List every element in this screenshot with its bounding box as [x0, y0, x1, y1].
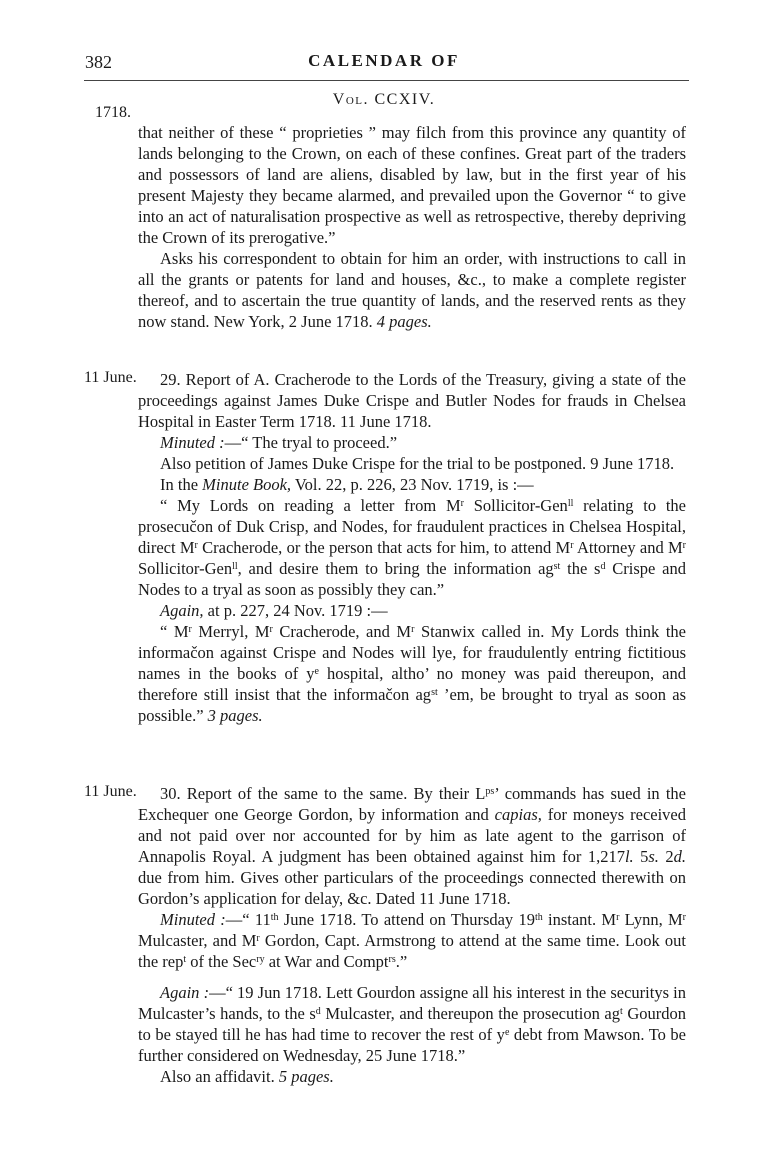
entry-29-quote-2: “ $M^r$ Merryl, $M^r$ Cracherode, and $M^r$ Stanwix called in. My Lords think the informačon against Crispe and Nodes will lye, for fraudulently entring fictitious names in the books of $y^e$ hospital, altho’ no money was paid thereupon, and therefore still insist that the informačon $ag^{st}$ ’em, be brought to tryal as soon as possible.” 3 pages.	[138, 622, 686, 725]
page-count: 3 pages.	[207, 706, 263, 725]
continuation-paragraph: that neither of these “ proprieties ” may filch from this province any quantity of lands belonging to the Crown, on each of these confines. Great part of the traders and possessors of land are aliens, disabled by law, but in the first year of his present Majesty they became alarmed, and prevailed upon the Governor “ to give into an act of naturalisation prospective as well as retrospective, thereby depriving the Crown of its prerogative.”	[138, 123, 686, 247]
continuation-request: Asks his correspondent to obtain for him an order, with instructions to call in all the grants or patents for land and houses, &c., to make a complete register thereof, and to ascertain the true quantity of lands, and the reserved rents as they now stand. New York, 2 June 1718. 4 pages.	[138, 249, 686, 331]
entry-30-minuted: Minuted :—“ 11th June 1718. To attend on Thursday 19th instant. $M^r$ Lynn, $M^r$ Mulcaster, and $M^r$ Gordon, Capt. Armstrong to attend at the same time. Look out the rep$^t$ of the Sec$^{ry}$ at War and Compt$^{rs}$.”	[138, 910, 687, 971]
entry-30-again: Again :—“ 19 Jun 1718. Lett Gourdon assigne all his interest in the securitys in Mulcaster’s hands, to the $s^d$ Mulcaster, and thereupon the prosecution $ag^t$ Gourdon to be stayed till he has had time to recover the rest of $y^e$ debt from Mawson. To be further considered on Wednesday, 25 June 1718.”	[138, 983, 686, 1065]
page-number: 382	[85, 52, 112, 72]
entry-29-summary: 29. Report of A. Cracherode to the Lords of the Treasury, giving a state of the proceedings against James Duke Crispe and Butler Nodes for frauds in Chelsea Hospital in Easter Term 1718. 11 June 1718.	[138, 370, 686, 431]
entry-29	[138, 369, 686, 726]
entry-30-summary: 30. Report of the same to the same. By their $L^{ps}$’ commands has sued in the Exchequer one George Gordon, by information and capias, for moneys received and not paid over nor accounted for by him as late agent to the garrison of Annapolis Royal. A judgment has been obtained against him for 1,217l. 5s. 2d. due from him. Gives other particulars of the proceedings connected therewith on Gordon’s application for delay, &c. Dated 11 June 1718.	[138, 784, 687, 908]
header-rule	[84, 80, 689, 81]
entry-29-date: 11 June.	[84, 369, 137, 386]
entry-30-affidavit: Also an affidavit. 5 pages.	[160, 1067, 334, 1086]
volume-heading: Vol. CCXIV.	[332, 91, 436, 108]
page-count: 4 pages.	[376, 312, 432, 331]
entry-30-date: 11 June.	[84, 783, 137, 800]
entry-29-again: Again, at p. 227, 24 Nov. 1719 :—	[160, 601, 388, 620]
entry-29-minuted: Minuted :—“ The tryal to proceed.”	[160, 433, 398, 452]
entry-29-quote-1: “ My Lords on reading a letter from $M^r$ Sollicitor-Gen$^{ll}$ relating to the prosecučon of Duk Crisp, and Nodes, for fraudulent practices in Chelsea Hospital, direct $M^r$ Cracherode, or the person that acts for him, to attend $M^r$ Attorney and $M^r$ Sollicitor-Gen$^{ll}$, and desire them to bring the information $ag^{st}$ the $s^d$ Crispe and Nodes to a tryal as soon as possibly they can.”	[138, 496, 686, 599]
margin-year: 1718.	[95, 104, 131, 121]
entry-29-petition: Also petition of James Duke Crispe for the trial to be postponed. 9 June 1718.	[160, 454, 675, 473]
entry-29-minute-book: In the Minute Book, Vol. 22, p. 226, 23 Nov. 1719, is :—	[160, 475, 534, 494]
running-title: CALENDAR OF	[308, 51, 460, 70]
continuation-entry	[138, 122, 686, 332]
entry-30	[138, 783, 686, 1087]
page-count: 5 pages.	[278, 1067, 334, 1086]
